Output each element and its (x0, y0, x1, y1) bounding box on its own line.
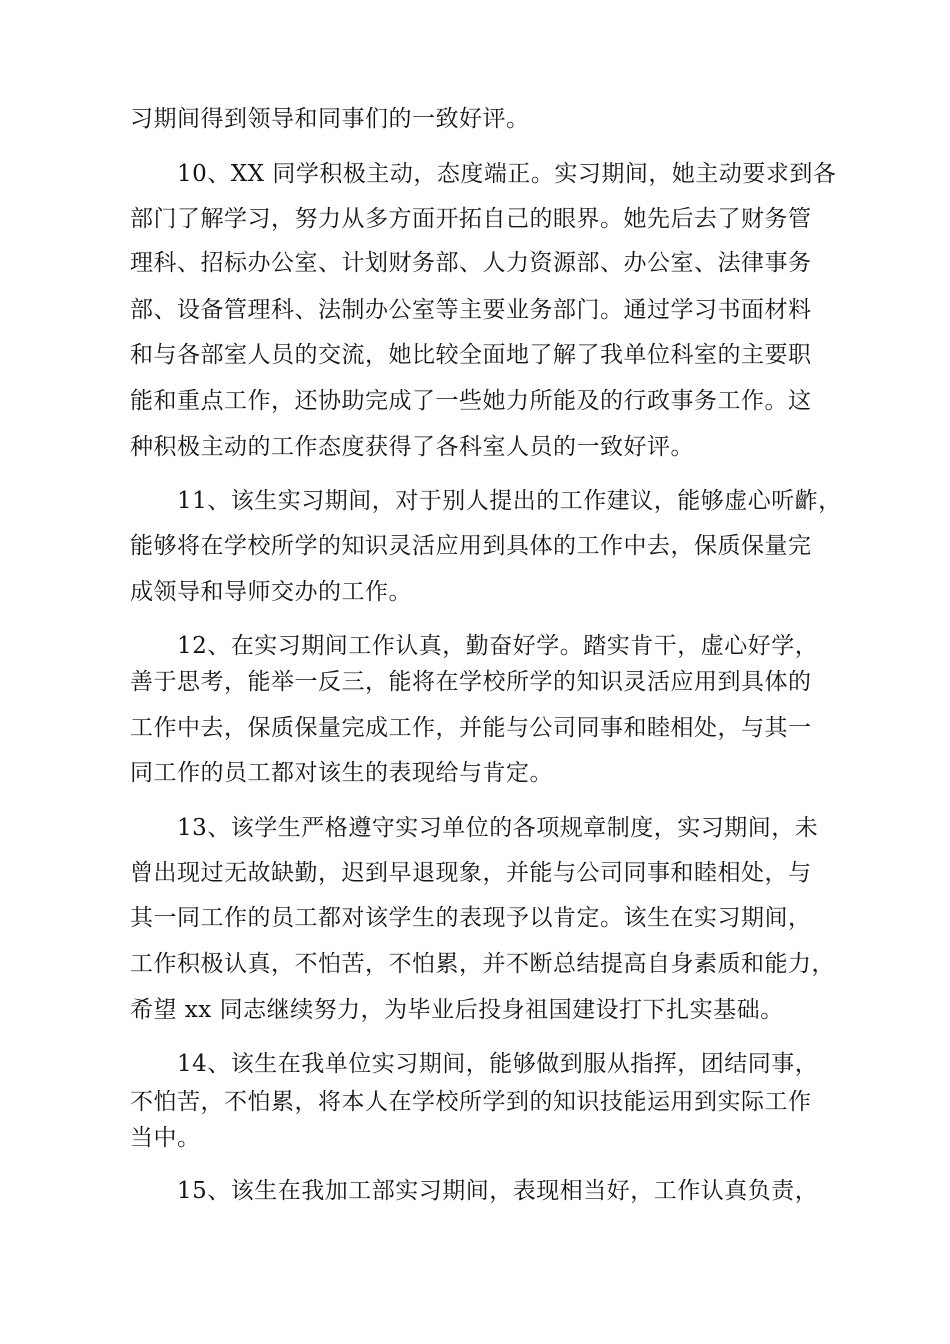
paragraph-line: 12、在实习期间工作认真，勤奋好学。踏实肯干，虚心好学， (177, 633, 819, 659)
paragraph-line: 11、该生实习期间，对于别人提出的工作建议，能够虚心听齚， (177, 488, 842, 514)
paragraph-line: 10、XX 同学积极主动，态度端正。实习期间，她主动要求到各 (177, 161, 837, 187)
paragraph-line: 善于思考，能举一反三，能将在学校所学的知识灵活应用到具体的 (130, 669, 812, 695)
paragraph-line: 能和重点工作，还协助完成了一些她力所能及的行政事务工作。这 (130, 388, 812, 414)
paragraph-line: 种积极主动的工作态度获得了各科室人员的一致好评。 (130, 434, 694, 460)
paragraph-line: 希望 xx 同志继续努力，为毕业后投身祖国建设打下扎实基础。 (130, 997, 784, 1023)
paragraph-line: 习期间得到领导和同事们的一致好评。 (130, 106, 530, 132)
paragraph-line: 能够将在学校所学的知识灵活应用到具体的工作中去，保质保量完 (130, 533, 812, 559)
paragraph-line: 成领导和导师交办的工作。 (130, 579, 412, 605)
paragraph-line: 不怕苦，不怕累，将本人在学校所学到的知识技能运用到实际工作 (130, 1089, 812, 1115)
paragraph-line: 工作积极认真，不怕苦，不怕累，并不断总结提高自身素质和能力， (130, 951, 835, 977)
paragraph-line: 15、该生在我加工部实习期间，表现相当好，工作认真负责， (177, 1178, 819, 1204)
paragraph-line: 部、设备管理科、法制办公室等主要业务部门。通过学习书面材料 (130, 297, 812, 323)
paragraph-line: 14、该生在我单位实习期间，能够做到服从指挥，团结同事， (177, 1051, 819, 1077)
paragraph-line: 部门了解学习，努力从多方面开拓自己的眼界。她先后去了财务管 (130, 206, 812, 232)
paragraph-line: 同工作的员工都对该生的表现给与肯定。 (130, 760, 553, 786)
paragraph-line: 理科、招标办公室、计划财务部、人力资源部、办公室、法律事务 (130, 250, 812, 276)
paragraph-line: 当中。 (130, 1125, 201, 1151)
paragraph-line: 13、该学生严格遵守实习单位的各项规章制度，实习期间，未 (177, 815, 819, 841)
paragraph-line: 和与各部室人员的交流，她比较全面地了解了我单位科室的主要职 (130, 342, 812, 368)
paragraph-line: 其一同工作的员工都对该学生的表现予以肯定。该生在实习期间， (130, 905, 812, 931)
paragraph-line: 工作中去，保质保量完成工作，并能与公司同事和睦相处，与其一 (130, 715, 812, 741)
paragraph-line: 曾出现过无故缺勤，迟到早退现象，并能与公司同事和睦相处，与 (130, 860, 812, 886)
